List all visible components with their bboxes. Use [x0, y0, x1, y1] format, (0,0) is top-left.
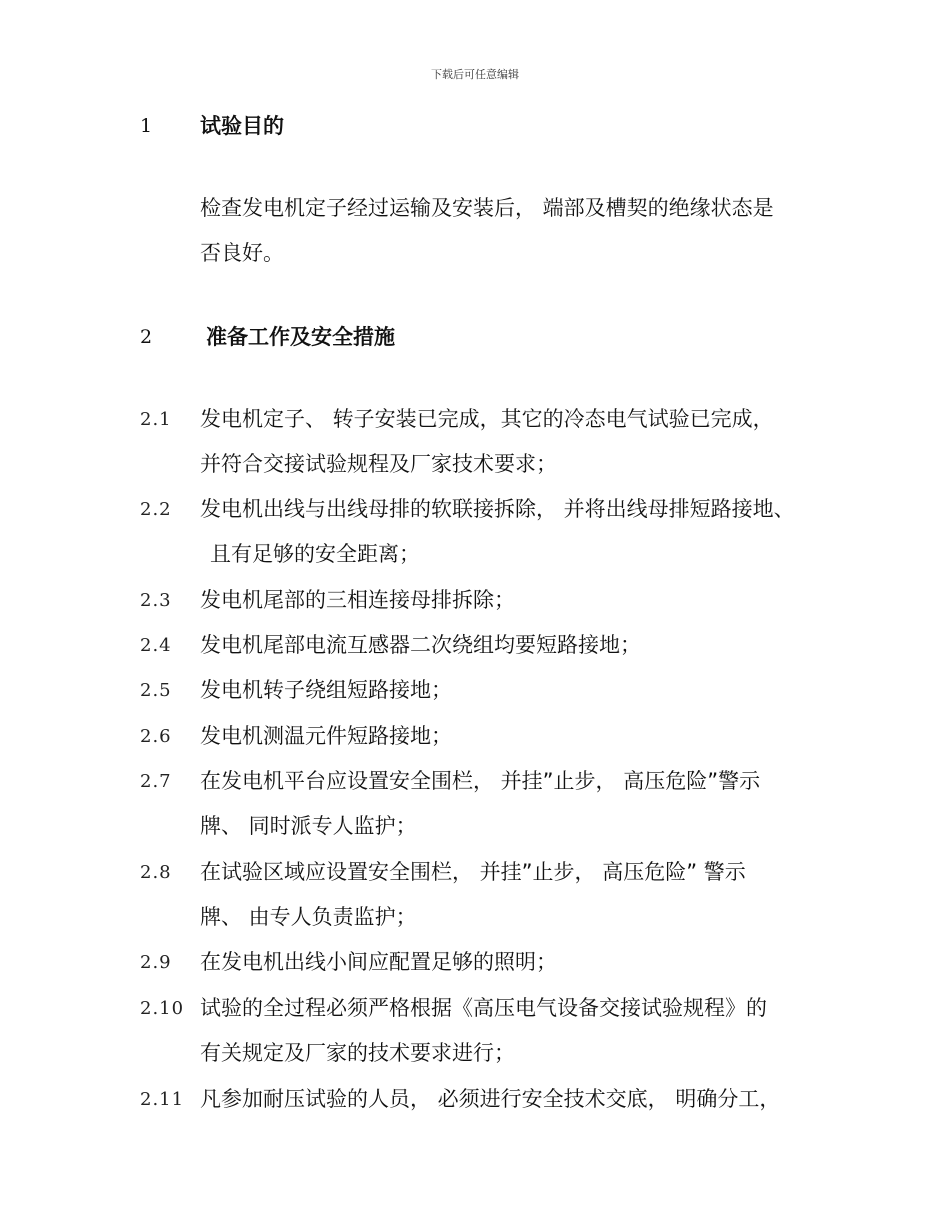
section-number: 2 [140, 326, 153, 348]
item-number: 2.1 [140, 409, 172, 430]
item-number: 2.10 [140, 998, 185, 1019]
item-text-line: 并符合交接试验规程及厂家技术要求； [200, 452, 557, 476]
item-text-line: 在试验区域应设置安全围栏， 并挂”止步， 高压危险” 警示 [200, 860, 746, 884]
item-text-line: 发电机测温元件短路接地； [200, 724, 452, 748]
section-title: 准备工作及安全措施 [206, 325, 395, 349]
item-number: 2.7 [140, 771, 172, 792]
item-text-line: 发电机出线与出线母排的软联接拆除， 并将出线母排短路接地、 [200, 497, 795, 521]
item-number: 2.6 [140, 726, 172, 747]
section-number: 1 [140, 115, 153, 137]
paragraph-line: 检查发电机定子经过运输及安装后， 端部及槽契的绝缘状态是 [200, 196, 774, 220]
item-text-line: 发电机定子、 转子安装已完成，其它的冷态电气试验已完成， [200, 407, 774, 431]
item-text-line: 牌、 同时派专人监护； [200, 814, 417, 838]
item-number: 2.9 [140, 952, 172, 973]
item-text-line: 在发电机出线小间应配置足够的照明； [200, 950, 557, 974]
section-title: 试验目的 [200, 114, 284, 138]
item-number: 2.11 [140, 1089, 185, 1110]
item-text-line: 且有足够的安全距离； [210, 542, 420, 566]
item-text-line: 在发电机平台应设置安全围栏， 并挂”止步， 高压危险”警示 [200, 769, 761, 793]
item-text-line: 试验的全过程必须严格根据《高压电气设备交接试验规程》的 [200, 996, 767, 1020]
page-header-note: 下载后可任意编辑 [431, 68, 519, 81]
item-text-line: 发电机尾部电流互感器二次绕组均要短路接地； [200, 633, 641, 657]
item-text-line: 牌、 由专人负责监护； [200, 905, 417, 929]
paragraph-line: 否良好。 [200, 241, 284, 265]
item-number: 2.5 [140, 680, 172, 701]
section-1-paragraph [200, 186, 774, 276]
item-text-line: 有关规定及厂家的技术要求进行； [200, 1041, 515, 1065]
item-number: 2.3 [140, 590, 172, 611]
item-text-line: 发电机转子绕组短路接地； [200, 678, 452, 702]
item-number: 2.2 [140, 499, 172, 520]
item-number: 2.8 [140, 862, 172, 883]
item-number: 2.4 [140, 635, 172, 656]
item-text-line: 凡参加耐压试验的人员， 必须进行安全技术交底， 明确分工， [200, 1087, 781, 1111]
item-text-line: 发电机尾部的三相连接母排拆除； [200, 588, 515, 612]
